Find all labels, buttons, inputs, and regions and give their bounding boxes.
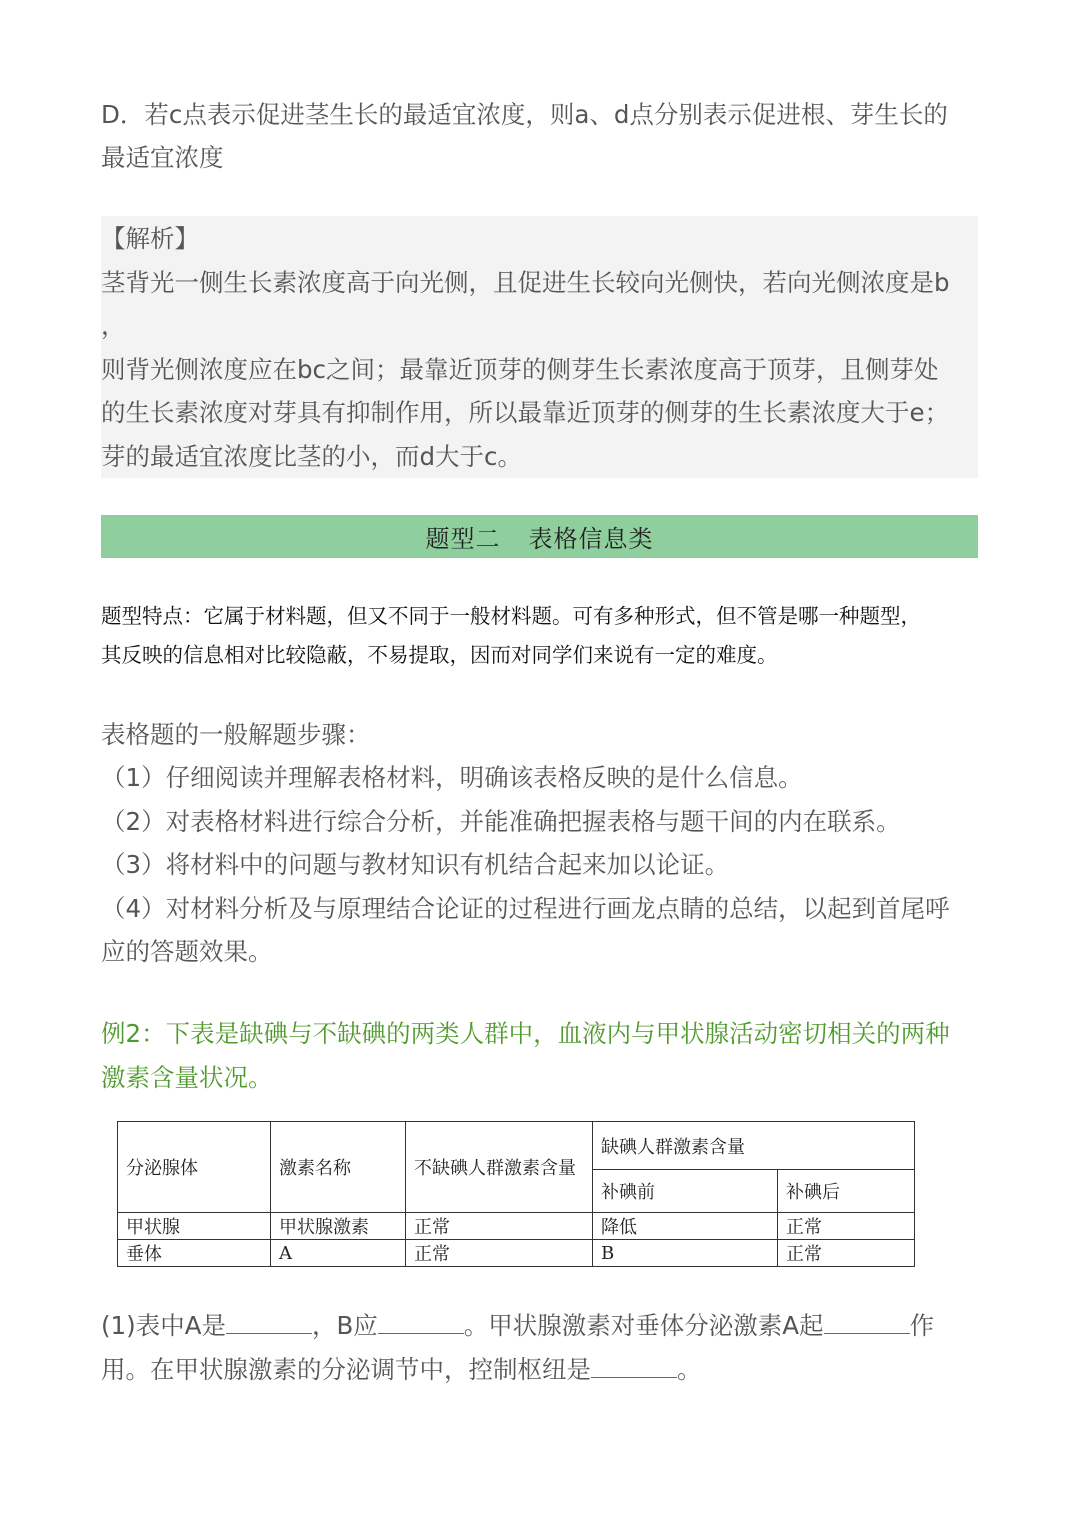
example-line1: 例2：下表是缺碘与不缺碘的两类人群中，血液内与甲状腺活动密切相关的两种 bbox=[101, 1019, 950, 1048]
feature-line1: 题型特点：它属于材料题，但又不同于一般材料题。可有多种形式，但不管是哪一种题型， bbox=[101, 604, 921, 628]
table-row bbox=[118, 1240, 915, 1267]
table-cell: 正常 bbox=[406, 1240, 593, 1267]
option-d-line1: D．若c点表示促进茎生长的最适宜浓度，则a、d点分别表示促进根、芽生长的 bbox=[101, 100, 948, 129]
table-cell: 甲状腺激素 bbox=[271, 1213, 406, 1240]
step-item: （4）对材料分析及与原理结合论证的过程进行画龙点睛的总结，以起到首尾呼 bbox=[101, 894, 950, 923]
question-text: 。甲状腺激素对垂体分泌激素A起 bbox=[463, 1311, 824, 1340]
feature-line2: 其反映的信息相对比较隐蔽，不易提取，因而对同学们来说有一定的难度。 bbox=[101, 643, 778, 667]
answer-blank[interactable] bbox=[378, 1305, 464, 1334]
table-cell: 垂体 bbox=[118, 1240, 271, 1267]
question-line1 bbox=[101, 1304, 934, 1347]
table-cell: 降低 bbox=[593, 1213, 778, 1240]
question-line2 bbox=[101, 1348, 702, 1391]
option-d-line2: 最适宜浓度 bbox=[101, 143, 224, 172]
answer-blank[interactable] bbox=[591, 1349, 677, 1378]
step-item: （1）仔细阅读并理解表格材料，明确该表格反映的是什么信息。 bbox=[101, 763, 803, 792]
example-line2: 激素含量状况。 bbox=[101, 1063, 273, 1092]
table-row bbox=[118, 1213, 915, 1240]
analysis-line: 的生长素浓度对芽具有抑制作用，所以最靠近顶芽的侧芽的生长素浓度大于e； bbox=[101, 398, 950, 427]
header-deficient: 缺碘人群激素含量 bbox=[593, 1122, 915, 1170]
step-item-continued: 应的答题效果。 bbox=[101, 937, 273, 966]
answer-blank[interactable] bbox=[824, 1305, 910, 1334]
analysis-line: ， bbox=[101, 311, 126, 340]
hormone-table bbox=[117, 1121, 915, 1267]
question-text: 用。在甲状腺激素的分泌调节中，控制枢纽是 bbox=[101, 1355, 591, 1384]
question-text: (1)表中A是 bbox=[101, 1311, 226, 1340]
analysis-heading: 【解析】 bbox=[101, 224, 199, 253]
answer-blank[interactable] bbox=[226, 1305, 312, 1334]
steps-title: 表格题的一般解题步骤： bbox=[101, 720, 371, 749]
table-cell: 正常 bbox=[778, 1240, 915, 1267]
analysis-line: 茎背光一侧生长素浓度高于向光侧，且促进生长较向光侧快，若向光侧浓度是b bbox=[101, 268, 950, 297]
table-cell: 甲状腺 bbox=[118, 1213, 271, 1240]
section-heading bbox=[101, 515, 978, 558]
step-item: （2）对表格材料进行综合分析，并能准确把握表格与题干间的内在联系。 bbox=[101, 807, 901, 836]
header-before: 补碘前 bbox=[593, 1170, 778, 1213]
header-after: 补碘后 bbox=[778, 1170, 915, 1213]
header-hormone: 激素名称 bbox=[271, 1122, 406, 1213]
table-cell: A bbox=[271, 1240, 406, 1267]
table-cell: 正常 bbox=[406, 1213, 593, 1240]
question-text: 。 bbox=[677, 1355, 702, 1384]
table-cell: B bbox=[593, 1240, 778, 1267]
table-cell: 正常 bbox=[778, 1213, 915, 1240]
question-text: ，B应 bbox=[311, 1311, 378, 1340]
header-normal: 不缺碘人群激素含量 bbox=[406, 1122, 593, 1213]
analysis-line: 芽的最适宜浓度比茎的小，而d大于c。 bbox=[101, 442, 523, 471]
analysis-line: 则背光侧浓度应在bc之间；最靠近顶芽的侧芽生长素浓度高于顶芽，且侧芽处 bbox=[101, 355, 939, 384]
section-title: 表格信息类 bbox=[528, 525, 654, 553]
step-item: （3）将材料中的问题与教材知识有机结合起来加以论证。 bbox=[101, 850, 730, 879]
header-gland: 分泌腺体 bbox=[118, 1122, 271, 1213]
section-label: 题型二 bbox=[425, 525, 501, 553]
question-text: 作 bbox=[909, 1311, 935, 1340]
